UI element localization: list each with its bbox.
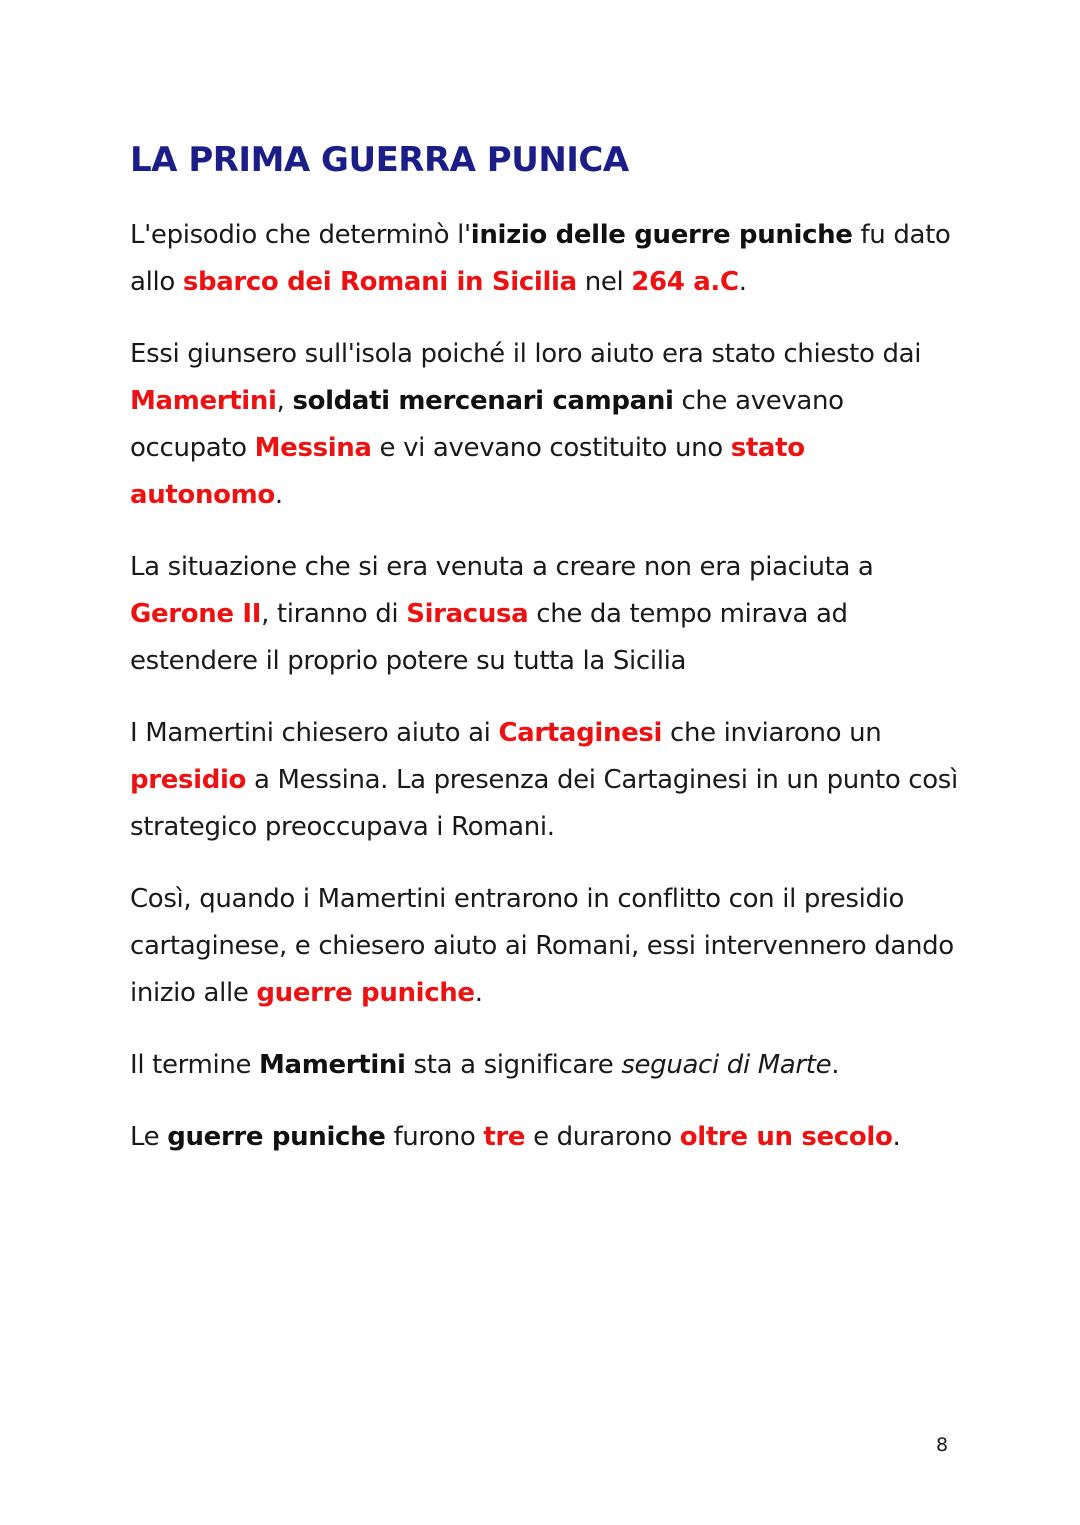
text-segment: . xyxy=(474,978,483,1008)
highlighted-term: sbarco dei Romani in Sicilia xyxy=(182,267,577,297)
highlighted-term: Cartaginesi xyxy=(498,718,663,748)
paragraph-6 xyxy=(130,1042,960,1089)
highlighted-term: tre xyxy=(483,1122,526,1152)
text-segment: che inviarono un xyxy=(662,718,882,748)
text-segment: L'episodio che determinò l' xyxy=(130,220,471,250)
page-number: 8 xyxy=(935,1434,949,1456)
paragraph-3 xyxy=(130,544,960,685)
text-segment: e durarono xyxy=(525,1122,680,1152)
paragraph-2 xyxy=(130,331,960,519)
text-segment: Il termine xyxy=(130,1050,260,1080)
text-segment: , tiranno di xyxy=(261,599,407,629)
text-segment: Le xyxy=(130,1122,168,1152)
paragraph-4 xyxy=(130,710,960,851)
text-segment: fu dato allo xyxy=(130,220,951,297)
text-segment: La situazione che si era venuta a creare non era piaciuta a xyxy=(130,552,874,582)
document-page xyxy=(130,138,960,1186)
paragraph-5 xyxy=(130,876,960,1017)
highlighted-term: Messina xyxy=(254,433,372,463)
text-segment: . xyxy=(274,480,283,510)
italic-term: seguaci di Marte xyxy=(621,1050,832,1080)
text-segment: e vi avevano costituito uno xyxy=(371,433,731,463)
text-segment: nel xyxy=(576,267,632,297)
highlighted-term: Gerone II xyxy=(130,599,262,629)
text-segment: . xyxy=(831,1050,840,1080)
highlighted-term: oltre un secolo xyxy=(679,1122,893,1152)
text-segment: Essi giunsero sull'isola poiché il loro aiuto era stato chiesto dai xyxy=(130,339,922,369)
text-segment: che avevano occupato xyxy=(130,386,844,463)
bold-term: inizio delle guerre puniche xyxy=(470,220,853,250)
text-segment: furono xyxy=(385,1122,484,1152)
bold-term: Mamertini xyxy=(259,1050,406,1080)
text-segment: sta a significare xyxy=(405,1050,622,1080)
text-segment: Così, quando i Mamertini entrarono in conflitto con il presidio cartaginese, e chiesero aiuto ai Romani, essi intervennero dando inizio alle xyxy=(130,884,954,1008)
text-segment: , xyxy=(276,386,293,416)
page-title: LA PRIMA GUERRA PUNICA xyxy=(130,140,629,180)
highlighted-term: Mamertini xyxy=(130,386,277,416)
highlighted-term: presidio xyxy=(130,765,247,795)
text-segment: . xyxy=(892,1122,901,1152)
highlighted-term: stato autonomo xyxy=(130,433,805,510)
highlighted-term: 264 a.C xyxy=(631,267,739,297)
text-segment: I Mamertini chiesero aiuto ai xyxy=(130,718,499,748)
paragraph-7 xyxy=(130,1114,960,1161)
bold-term: guerre puniche xyxy=(167,1122,386,1152)
paragraph-1 xyxy=(130,212,960,306)
highlighted-term: guerre puniche xyxy=(256,978,475,1008)
bold-term: soldati mercenari campani xyxy=(292,386,674,416)
text-segment: . xyxy=(738,267,747,297)
text-segment: che da tempo mirava ad estendere il proprio potere su tutta la Sicilia xyxy=(130,599,848,676)
text-segment: a Messina. La presenza dei Cartaginesi in un punto così strategico preoccupava i Romani. xyxy=(130,765,958,842)
highlighted-term: Siracusa xyxy=(406,599,529,629)
